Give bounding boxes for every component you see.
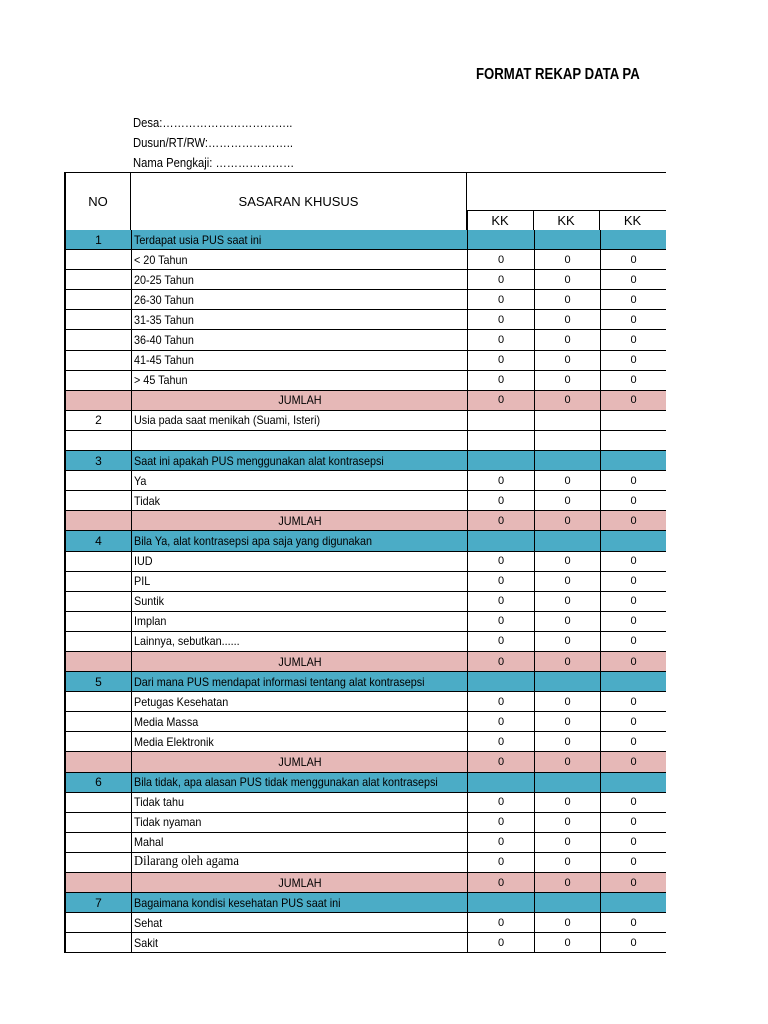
table-row xyxy=(64,411,666,431)
row-label-cell xyxy=(131,531,467,550)
kk-value-2: 0 xyxy=(534,933,600,952)
row-number xyxy=(64,752,131,771)
row-label: Bila tidak, apa alasan PUS tidak menggunakan alat kontrasepsi xyxy=(134,775,438,790)
kk-value-3: 0 xyxy=(600,793,666,812)
kk-value-3: 0 xyxy=(600,270,666,289)
kk-value-2: 0 xyxy=(534,270,600,289)
row-label: Lainnya, sebutkan...... xyxy=(134,634,240,649)
table-row xyxy=(64,913,666,933)
row-label: Tidak nyaman xyxy=(134,815,202,830)
row-label: Sehat xyxy=(134,915,163,930)
section-row xyxy=(64,672,666,692)
row-label: Bila Ya, alat kontrasepsi apa saja yang digunakan xyxy=(134,533,372,548)
kk-value-2: 0 xyxy=(534,391,600,410)
kk-value-1: 0 xyxy=(467,632,534,651)
total-row xyxy=(64,873,666,893)
total-row xyxy=(64,391,666,411)
table-row xyxy=(64,813,666,833)
row-number xyxy=(64,511,131,530)
table-row xyxy=(64,853,666,873)
row-label-cell xyxy=(131,250,467,269)
row-label-cell xyxy=(131,632,467,651)
row-label: Dilarang oleh agama xyxy=(134,854,239,870)
kk-value-1: 0 xyxy=(467,391,534,410)
kk-value-2 xyxy=(534,672,600,691)
kk-value-1: 0 xyxy=(467,511,534,530)
table-row xyxy=(64,933,666,953)
table-row xyxy=(64,612,666,632)
row-label-cell xyxy=(131,793,467,812)
kk-value-3 xyxy=(600,230,666,249)
kk-value-1: 0 xyxy=(467,793,534,812)
row-number xyxy=(64,270,131,289)
row-number xyxy=(64,652,131,671)
jumlah-label: JUMLAH xyxy=(278,654,323,669)
kk-value-1: 0 xyxy=(467,572,534,591)
kk-value-1: 0 xyxy=(467,692,534,711)
row-label-cell xyxy=(131,290,467,309)
row-label-cell xyxy=(131,893,467,912)
row-label: 31-35 Tahun xyxy=(134,312,194,327)
kk-value-3: 0 xyxy=(600,632,666,651)
kk-value-3: 0 xyxy=(600,552,666,571)
header-top-rule xyxy=(467,172,666,173)
total-row xyxy=(64,511,666,531)
table-row xyxy=(64,552,666,572)
kk-value-1: 0 xyxy=(467,351,534,370)
kk-value-1: 0 xyxy=(467,873,534,892)
jumlah-label: JUMLAH xyxy=(278,875,323,890)
section-row xyxy=(64,773,666,793)
table-row xyxy=(64,712,666,732)
table-row xyxy=(64,431,666,451)
kk-value-3 xyxy=(600,893,666,912)
row-label-cell xyxy=(131,411,467,430)
table-row xyxy=(64,290,666,310)
kk-value-1: 0 xyxy=(467,853,534,872)
header-no: NO xyxy=(88,193,108,209)
row-number xyxy=(64,612,131,631)
table-row xyxy=(64,833,666,853)
kk-value-2 xyxy=(534,451,600,470)
kk-value-2: 0 xyxy=(534,612,600,631)
row-label-cell xyxy=(131,672,467,691)
row-label-cell xyxy=(131,431,467,450)
kk-value-1 xyxy=(467,431,534,450)
row-number xyxy=(64,371,131,390)
kk-value-2: 0 xyxy=(534,732,600,751)
kk-value-3 xyxy=(600,431,666,450)
row-label: Media Elektronik xyxy=(134,734,214,749)
table-row xyxy=(64,250,666,270)
kk-value-2: 0 xyxy=(534,652,600,671)
kk-value-1 xyxy=(467,411,534,430)
row-label: Usia pada saat menikah (Suami, Isteri) xyxy=(134,413,321,428)
kk-value-1: 0 xyxy=(467,732,534,751)
row-number xyxy=(64,351,131,370)
kk-value-2: 0 xyxy=(534,511,600,530)
kk-value-1: 0 xyxy=(467,612,534,631)
table-row xyxy=(64,310,666,330)
row-label-cell xyxy=(131,391,467,410)
kk-value-3: 0 xyxy=(600,853,666,872)
header-sasaran-khusus: SASARAN KHUSUS xyxy=(238,193,359,209)
kk-value-2 xyxy=(534,531,600,550)
row-label: Mahal xyxy=(134,835,164,850)
row-number xyxy=(64,572,131,591)
row-number xyxy=(64,330,131,349)
kk-value-3: 0 xyxy=(600,330,666,349)
row-number xyxy=(64,431,131,450)
kk-value-3: 0 xyxy=(600,913,666,932)
row-number xyxy=(64,692,131,711)
kk-value-1: 0 xyxy=(467,652,534,671)
row-number: 5 xyxy=(64,672,131,691)
table-body xyxy=(64,230,666,953)
jumlah-label: JUMLAH xyxy=(278,393,323,408)
kk-value-3: 0 xyxy=(600,471,666,490)
section-row xyxy=(64,230,666,250)
header-kk-3: KK xyxy=(623,212,642,228)
table-row xyxy=(64,632,666,652)
row-label-cell xyxy=(131,572,467,591)
row-number xyxy=(64,833,131,852)
row-label-cell xyxy=(131,592,467,611)
row-label-cell xyxy=(131,552,467,571)
row-number xyxy=(64,853,131,872)
row-label: 20-25 Tahun xyxy=(134,272,194,287)
table-row xyxy=(64,692,666,712)
page-title: FORMAT REKAP DATA PA xyxy=(476,66,640,83)
kk-value-3: 0 xyxy=(600,511,666,530)
kk-value-2: 0 xyxy=(534,813,600,832)
kk-value-2 xyxy=(534,411,600,430)
row-number xyxy=(64,491,131,510)
row-label: 36-40 Tahun xyxy=(134,333,194,348)
row-label-cell xyxy=(131,652,467,671)
jumlah-label: JUMLAH xyxy=(278,513,323,528)
row-number xyxy=(64,793,131,812)
kk-value-2: 0 xyxy=(534,853,600,872)
row-label-cell xyxy=(131,351,467,370)
row-label-cell xyxy=(131,451,467,470)
kk-value-3: 0 xyxy=(600,712,666,731)
row-label-cell xyxy=(131,712,467,731)
row-label: Saat ini apakah PUS menggunakan alat kontrasepsi xyxy=(134,453,384,468)
row-number xyxy=(64,732,131,751)
kk-value-1: 0 xyxy=(467,250,534,269)
kk-value-3: 0 xyxy=(600,371,666,390)
kk-value-1: 0 xyxy=(467,592,534,611)
kk-value-1: 0 xyxy=(467,371,534,390)
row-number xyxy=(64,632,131,651)
row-label: 41-45 Tahun xyxy=(134,353,194,368)
row-label-cell xyxy=(131,471,467,490)
kk-value-3: 0 xyxy=(600,752,666,771)
kk-value-3: 0 xyxy=(600,873,666,892)
row-number xyxy=(64,471,131,490)
table-row xyxy=(64,491,666,511)
row-number xyxy=(64,913,131,932)
kk-value-3 xyxy=(600,672,666,691)
row-label-cell xyxy=(131,270,467,289)
table-row xyxy=(64,572,666,592)
kk-value-1: 0 xyxy=(467,471,534,490)
kk-value-2 xyxy=(534,773,600,792)
kk-value-1: 0 xyxy=(467,552,534,571)
kk-value-2: 0 xyxy=(534,712,600,731)
row-label-cell xyxy=(131,612,467,631)
row-label: Tidak tahu xyxy=(134,795,185,810)
table-row xyxy=(64,471,666,491)
row-number xyxy=(64,391,131,410)
kk-value-3: 0 xyxy=(600,290,666,309)
row-label: Petugas Kesehatan xyxy=(134,694,229,709)
kk-value-1: 0 xyxy=(467,310,534,329)
total-row xyxy=(64,752,666,772)
row-label-cell xyxy=(131,853,467,872)
row-number xyxy=(64,873,131,892)
row-label: Suntik xyxy=(134,594,165,609)
table-row xyxy=(64,793,666,813)
kk-value-3: 0 xyxy=(600,933,666,952)
table-row xyxy=(64,732,666,752)
kk-value-3: 0 xyxy=(600,351,666,370)
row-number: 2 xyxy=(64,411,131,430)
kk-value-1: 0 xyxy=(467,933,534,952)
row-label-cell xyxy=(131,752,467,771)
kk-value-2: 0 xyxy=(534,833,600,852)
kk-value-3: 0 xyxy=(600,612,666,631)
table-row xyxy=(64,270,666,290)
kk-value-2: 0 xyxy=(534,471,600,490)
row-number xyxy=(64,592,131,611)
row-number xyxy=(64,310,131,329)
kk-value-1 xyxy=(467,773,534,792)
kk-value-2 xyxy=(534,230,600,249)
row-number: 1 xyxy=(64,230,131,249)
row-number xyxy=(64,290,131,309)
row-label: Media Massa xyxy=(134,714,199,729)
kk-value-3: 0 xyxy=(600,592,666,611)
row-number: 6 xyxy=(64,773,131,792)
row-label-cell xyxy=(131,873,467,892)
kk-value-1 xyxy=(467,893,534,912)
section-row xyxy=(64,451,666,471)
kk-value-3 xyxy=(600,531,666,550)
section-row xyxy=(64,531,666,551)
kk-value-3: 0 xyxy=(600,692,666,711)
jumlah-label: JUMLAH xyxy=(278,754,323,769)
kk-value-2: 0 xyxy=(534,371,600,390)
table-row xyxy=(64,371,666,391)
table-row xyxy=(64,351,666,371)
kk-value-2: 0 xyxy=(534,552,600,571)
row-number xyxy=(64,250,131,269)
row-number xyxy=(64,933,131,952)
row-number: 7 xyxy=(64,893,131,912)
nama-pengkaji-field: Nama Pengkaji: ………………… xyxy=(133,156,295,170)
row-label-cell xyxy=(131,913,467,932)
kk-value-1: 0 xyxy=(467,270,534,289)
row-label-cell xyxy=(131,491,467,510)
kk-value-3: 0 xyxy=(600,310,666,329)
row-label-cell xyxy=(131,773,467,792)
kk-value-3: 0 xyxy=(600,391,666,410)
table-row xyxy=(64,330,666,350)
kk-value-1: 0 xyxy=(467,833,534,852)
row-label: Bagaimana kondisi kesehatan PUS saat ini xyxy=(134,895,341,910)
kk-value-2: 0 xyxy=(534,310,600,329)
row-label-cell xyxy=(131,692,467,711)
row-label: Terdapat usia PUS saat ini xyxy=(134,232,262,247)
kk-value-2 xyxy=(534,893,600,912)
table-row xyxy=(64,592,666,612)
row-label: IUD xyxy=(134,554,153,569)
kk-value-2: 0 xyxy=(534,592,600,611)
kk-value-3: 0 xyxy=(600,652,666,671)
kk-value-1: 0 xyxy=(467,491,534,510)
kk-value-1: 0 xyxy=(467,752,534,771)
row-label: > 45 Tahun xyxy=(134,373,188,388)
row-label: Tidak xyxy=(134,493,161,508)
row-number xyxy=(64,552,131,571)
total-row xyxy=(64,652,666,672)
row-label: < 20 Tahun xyxy=(134,252,188,267)
row-label: Ya xyxy=(134,473,147,488)
kk-value-3 xyxy=(600,773,666,792)
kk-value-1: 0 xyxy=(467,813,534,832)
kk-value-1 xyxy=(467,230,534,249)
kk-value-3: 0 xyxy=(600,491,666,510)
kk-value-2: 0 xyxy=(534,913,600,932)
row-label: PIL xyxy=(134,574,151,589)
kk-value-2: 0 xyxy=(534,692,600,711)
row-label-cell xyxy=(131,511,467,530)
row-label-cell xyxy=(131,230,467,249)
kk-value-2: 0 xyxy=(534,873,600,892)
kk-value-2: 0 xyxy=(534,491,600,510)
dusun-rt-rw-field: Dusun/RT/RW:………………….. xyxy=(133,136,294,150)
desa-field: Desa:…………………………….. xyxy=(133,116,293,130)
section-row xyxy=(64,893,666,913)
kk-value-1 xyxy=(467,531,534,550)
kk-value-1: 0 xyxy=(467,913,534,932)
row-number: 3 xyxy=(64,451,131,470)
row-label: Dari mana PUS mendapat informasi tentang alat kontrasepsi xyxy=(134,674,425,689)
row-label: 26-30 Tahun xyxy=(134,292,194,307)
kk-value-3: 0 xyxy=(600,732,666,751)
kk-value-2: 0 xyxy=(534,250,600,269)
kk-value-2: 0 xyxy=(534,793,600,812)
kk-value-3: 0 xyxy=(600,572,666,591)
row-label-cell xyxy=(131,371,467,390)
kk-value-2: 0 xyxy=(534,290,600,309)
kk-value-3: 0 xyxy=(600,813,666,832)
kk-value-1: 0 xyxy=(467,712,534,731)
kk-value-1 xyxy=(467,672,534,691)
row-number xyxy=(64,813,131,832)
kk-value-1: 0 xyxy=(467,330,534,349)
kk-value-3 xyxy=(600,411,666,430)
header-kk-1: KK xyxy=(491,212,509,228)
kk-value-3: 0 xyxy=(600,833,666,852)
row-label-cell xyxy=(131,833,467,852)
row-label: Sakit xyxy=(134,935,159,950)
kk-value-2: 0 xyxy=(534,330,600,349)
kk-value-1: 0 xyxy=(467,290,534,309)
row-label-cell xyxy=(131,813,467,832)
header-kk-2: KK xyxy=(557,212,575,228)
row-label-cell xyxy=(131,330,467,349)
row-number xyxy=(64,712,131,731)
row-number: 4 xyxy=(64,531,131,550)
kk-value-2: 0 xyxy=(534,572,600,591)
row-label-cell xyxy=(131,310,467,329)
kk-value-2: 0 xyxy=(534,752,600,771)
kk-value-2 xyxy=(534,431,600,450)
kk-value-2: 0 xyxy=(534,351,600,370)
kk-value-3 xyxy=(600,451,666,470)
kk-value-3: 0 xyxy=(600,250,666,269)
row-label-cell xyxy=(131,732,467,751)
row-label: Implan xyxy=(134,614,167,629)
row-label-cell xyxy=(131,933,467,952)
kk-value-2: 0 xyxy=(534,632,600,651)
kk-value-1 xyxy=(467,451,534,470)
